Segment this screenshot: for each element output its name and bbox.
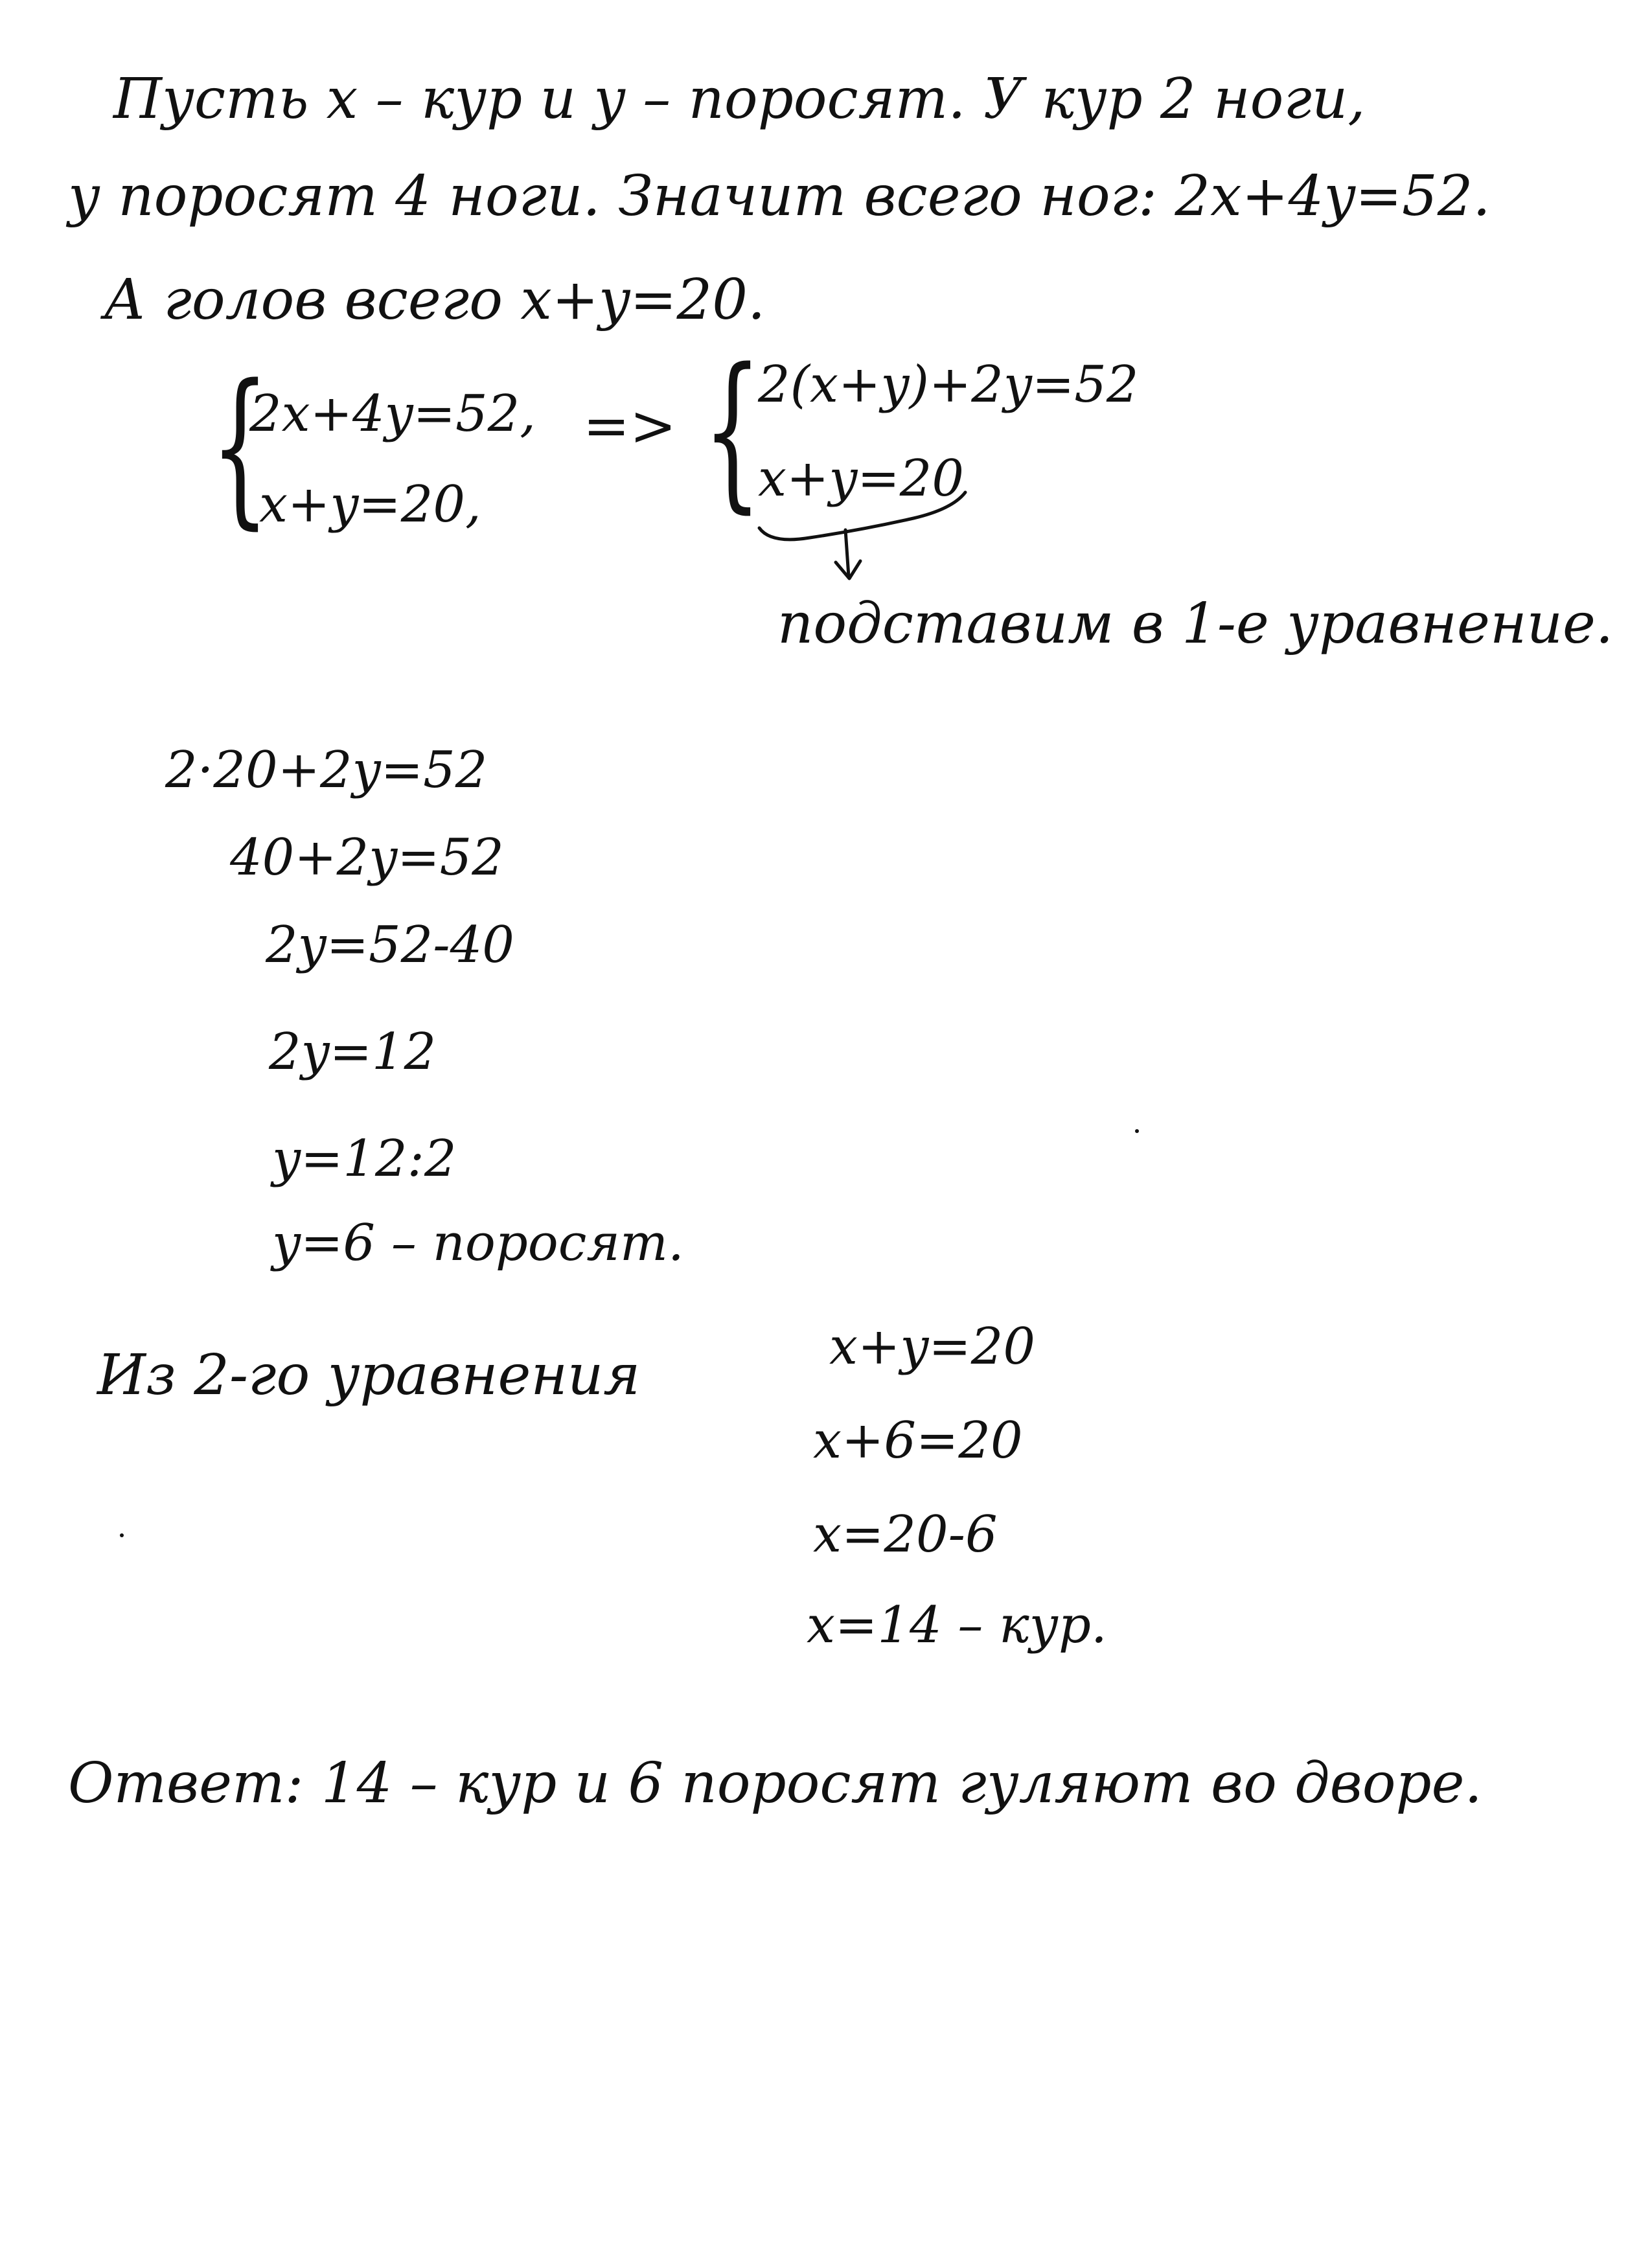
step-y-1: 2·20+2y=52 <box>165 741 488 799</box>
step-x-1: x+y=20 <box>829 1318 1036 1376</box>
intro-line-3: А голов всего x+y=20. <box>104 268 766 332</box>
step-y-5: y=12:2 <box>272 1130 457 1188</box>
intro-line-1: Пусть x – кур и y – поросят. У кур 2 ноги, <box>113 67 1366 132</box>
step-y-6: y=6 – поросят. <box>272 1214 684 1272</box>
from-second-equation: Из 2-го уравнения <box>97 1343 641 1408</box>
answer-line: Ответ: 14 – кур и 6 поросят гуляют во дворе. <box>68 1751 1482 1816</box>
implies-arrow: => <box>583 394 677 459</box>
substitute-note: подставим в 1-е уравнение. <box>777 591 1614 656</box>
step-y-2: 40+2y=52 <box>230 829 504 887</box>
system-1-eq-2: x+y=20, <box>259 475 481 534</box>
system-2-eq-1: 2(x+y)+2y=52 <box>758 356 1139 414</box>
system-1-eq-1: 2x+4y=52, <box>249 385 536 443</box>
step-x-3: x=20-6 <box>813 1506 998 1564</box>
system-1-brace: { <box>211 349 270 545</box>
step-y-3: 2y=52-40 <box>266 916 514 974</box>
step-x-2: x+6=20 <box>813 1412 1023 1470</box>
system-2-brace: { <box>703 333 762 529</box>
step-y-4: 2y=12 <box>269 1023 437 1081</box>
step-x-4: x=14 – кур. <box>807 1596 1107 1655</box>
system-2-eq-2: x+y=20 <box>758 450 965 508</box>
intro-line-2: у поросят 4 ноги. Значит всего ног: 2x+4y=52. <box>68 164 1491 229</box>
